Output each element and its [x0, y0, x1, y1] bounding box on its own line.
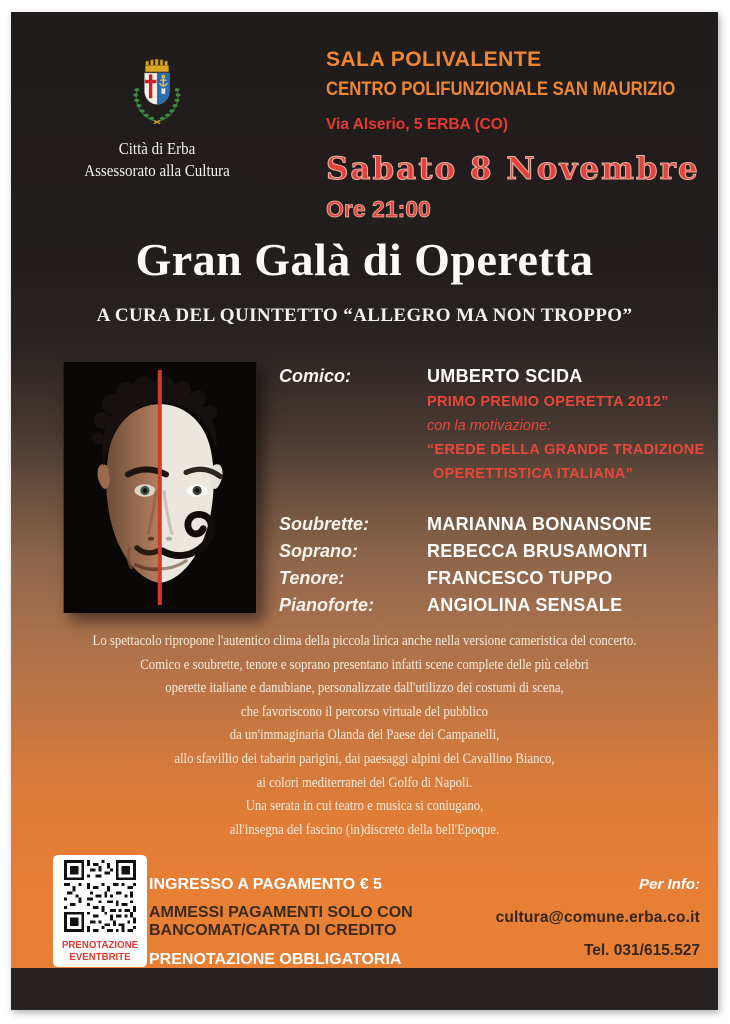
cast-performer-name: REBECCA BRUSAMONTI	[427, 541, 648, 561]
motivation-quote-line1: “EREDE DELLA GRANDE TRADIZIONE	[427, 442, 705, 458]
motivation-intro: con la motivazione:	[427, 418, 552, 434]
cast-performer-name: MARIANNA BONANSONE	[427, 514, 652, 534]
municipality-block	[51, 58, 263, 182]
description-line: Comico e soubrette, tenore e soprano presentano infatti scene complete delle più celebri	[140, 656, 589, 673]
page-title: Gran Galà di Operetta	[135, 234, 594, 285]
cast-performer-name: UMBERTO SCIDA	[427, 366, 583, 386]
description-line: Una serata in cui teatro e musica si coniugano,	[245, 798, 484, 815]
artist-photo	[63, 362, 257, 613]
cast-performer-name: FRANCESCO TUPPO	[427, 568, 613, 588]
event-time: Ore 21:00	[326, 196, 431, 222]
event-date: Sabato 8 Novembre	[326, 151, 700, 187]
cast-role-label: Pianoforte:	[279, 595, 375, 615]
split-face-illustration	[63, 362, 257, 613]
eventbrite-qr-panel	[53, 855, 147, 967]
description-line: che favoriscono il percorso virtuale del pubblico	[240, 703, 489, 720]
cast-performer-name: ANGIOLINA SENSALE	[427, 595, 623, 615]
cast-row	[279, 511, 699, 538]
contact-email: cultura@comune.erba.co.it	[495, 909, 700, 926]
motivation-quote-line2: OPERETTISTICA ITALIANA”	[433, 466, 634, 482]
description-line: operette italiane e danubiane, personalizzate dall'utilizzo dei costumi di scena,	[165, 680, 564, 697]
qr-code-icon	[64, 860, 136, 932]
reservation-note: PRENOTAZIONE OBBLIGATORIA	[149, 951, 402, 968]
award-line: PRIMO PREMIO OPERETTA 2012”	[427, 394, 669, 410]
venue-address: Via Alserio, 5 ERBA (CO)	[326, 116, 509, 133]
comico-details	[427, 366, 705, 486]
cast-role-label: Comico:	[279, 366, 351, 386]
description-line: Lo spettacolo ripropone l'autentico clima della piccola lirica anche nella versione cameristica del concerto.	[92, 633, 637, 649]
bottom-bar	[11, 968, 718, 1010]
qr-caption-line2: EVENTBRITE	[69, 951, 131, 963]
booking-info	[149, 876, 479, 969]
payment-note-line1: AMMESSI PAGAMENTI SOLO CON	[149, 904, 413, 921]
venue-center: CENTRO POLIFUNZIONALE SAN MAURIZIO	[326, 79, 676, 100]
cast-list	[279, 511, 699, 619]
description-line: allo sfavillio dei tabarin parigini, dai paesaggi alpini del Cavallino Bianco,	[174, 750, 555, 767]
cast-block	[279, 366, 705, 619]
comico-award-block	[427, 390, 705, 486]
erba-coat-of-arms-icon	[123, 58, 191, 130]
qr-caption-line1: PRENOTAZIONE	[61, 939, 139, 951]
payment-note-line2: BANCOMAT/CARTA DI CREDITO	[149, 922, 397, 939]
show-description	[11, 630, 718, 842]
contact-block	[440, 876, 700, 960]
cast-row-comico	[279, 366, 705, 486]
city-name: Città di Erba	[118, 139, 196, 158]
description-line: da un'immaginaria Olanda del Paese dei Campanelli,	[229, 727, 500, 744]
qr-caption	[57, 939, 143, 963]
description-line: all'insegna del fascino (in)discreto della bell'Epoque.	[229, 821, 500, 838]
cast-row	[279, 592, 699, 619]
department-name: Assessorato alla Cultura	[84, 161, 230, 180]
subtitle: A CURA DEL QUINTETTO “ALLEGRO MA NON TROPPO”	[96, 305, 633, 326]
cast-row	[279, 565, 699, 592]
contact-label: Per Info:	[639, 876, 700, 893]
venue-block	[326, 48, 706, 223]
cast-row	[279, 538, 699, 565]
ticket-price: INGRESSO A PAGAMENTO € 5	[149, 876, 382, 893]
cast-role-label: Tenore:	[279, 568, 345, 588]
event-poster	[11, 12, 718, 1010]
description-line: ai colori mediterranei del Golfo di Napoli.	[256, 774, 473, 791]
venue-name: SALA POLIVALENTE	[326, 48, 542, 71]
cast-role-label: Soprano:	[279, 541, 358, 561]
cast-role-label: Soubrette:	[279, 514, 369, 534]
contact-phone: Tel. 031/615.527	[583, 942, 700, 959]
